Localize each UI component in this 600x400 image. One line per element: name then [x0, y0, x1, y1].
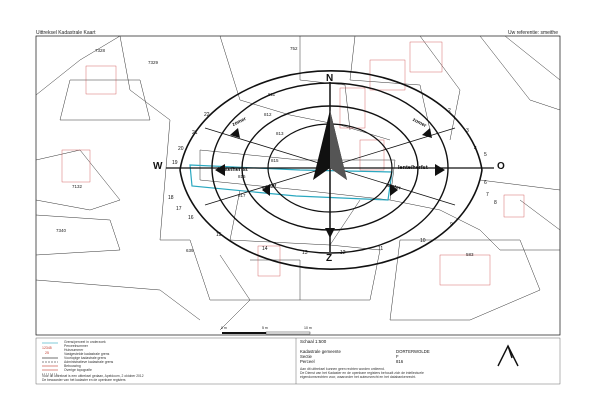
sectie-value: F — [396, 354, 399, 360]
legend-item: Overige topografie — [64, 368, 92, 372]
legend-item: Vastgestelde kadastrale grens — [64, 352, 110, 356]
hour-label: 3 — [466, 128, 469, 134]
header-right-title: Uw referentie: smeithe — [507, 30, 558, 36]
hour-label: 4 — [474, 146, 477, 152]
compass-north-label: N — [326, 73, 334, 84]
hour-label: 19 — [172, 160, 178, 166]
legend-item: Grens/perceel in onderzoek — [64, 340, 106, 344]
parcel-number: 7132 — [72, 184, 83, 189]
parcel-number: 813 — [276, 131, 284, 136]
parcel-number: 7328 — [95, 48, 106, 53]
scale-tick-0: 0 m — [221, 326, 227, 330]
svg-text:12345: 12345 — [42, 346, 52, 350]
hour-label: 21 — [192, 130, 198, 136]
hour-label: 18 — [168, 195, 174, 201]
hour-label: 17 — [176, 206, 182, 212]
hour-label: 11 — [378, 246, 384, 252]
hour-label: 14 — [262, 246, 268, 252]
hour-label: 5 — [484, 152, 487, 158]
hour-label: 6 — [484, 180, 487, 186]
season-label-zomer-right: zomer — [411, 116, 428, 130]
hour-label: 15 — [216, 232, 222, 238]
hour-label: 9 — [450, 222, 453, 228]
parcel-number: 812 — [264, 112, 272, 117]
parcel-number: 752 — [290, 46, 298, 51]
hour-label: 7 — [486, 192, 489, 198]
legend-footer-line: De bewaarder van het kadaster en de openbare registers — [42, 378, 126, 382]
hour-label: 22 — [204, 112, 210, 118]
legend-item: Bebouwing — [64, 364, 81, 368]
hour-label: 12 — [340, 250, 346, 256]
legend-footer-line: Voor dit uittreksel is een uittreksel gedaan, Apeldoorn, 2 oktober 2012 — [42, 374, 144, 378]
parcel-number: 7340 — [56, 228, 67, 233]
note-line: Aan dit uittreksel kunnen geen rechten worden ontleend. — [300, 366, 385, 371]
perceel-label: Perceel — [300, 359, 315, 365]
scale-label: Schaal 1:500 — [300, 339, 327, 344]
parcel-number: 817 — [238, 193, 246, 198]
legend-item: Huisnummer — [64, 348, 84, 352]
hour-label: 20 — [178, 146, 184, 152]
hour-label: 13 — [302, 250, 308, 256]
compass-south-label: Z — [326, 253, 333, 264]
header-left-title: Uittreksel Kadastrale Kaart — [36, 30, 96, 36]
hour-label: 10 — [420, 238, 426, 244]
legend-item: Administratieve kadastrale grens — [64, 360, 114, 364]
legend-footer — [42, 374, 144, 382]
svg-text:25: 25 — [45, 351, 49, 355]
hour-label: 16 — [188, 215, 194, 221]
note-line: De Dienst van het Kadaster en de openbare registers behoudt zich de intellectuele — [300, 370, 424, 375]
scale-tick-1: 5 m — [262, 326, 268, 330]
hour-label: 2 — [448, 108, 451, 114]
legend-item: Voorlopige kadastrale grens — [64, 356, 107, 360]
season-label-lente-herfst-left: lente/herfst — [218, 167, 248, 173]
parcel-number: 639 — [186, 248, 194, 253]
compass-east-label: O — [497, 161, 505, 172]
season-label-winter-right: winter — [385, 182, 402, 192]
parcel-number: 816 — [238, 174, 246, 179]
season-label-zomer-left: zomer — [231, 116, 248, 128]
parcel-number: 811 — [268, 92, 276, 97]
parcel-number: 815 — [271, 158, 279, 163]
season-label-winter-left: winter — [261, 182, 278, 192]
hour-label: 8 — [494, 200, 497, 206]
info-block — [300, 349, 486, 379]
parcel-number: 7329 — [148, 60, 159, 65]
perceel-value: 816 — [396, 359, 404, 365]
season-label-lente-herfst-right: lente/herfst — [398, 165, 428, 171]
legend-list — [64, 340, 113, 372]
gemeente-value: DORTERWOLDE — [396, 349, 430, 354]
scale-tick-2: 10 m — [304, 326, 312, 330]
compass-west-label: W — [153, 161, 163, 172]
note-line: eigendomsrechten voor, waaronder het auteursrecht en het databankenrecht. — [300, 374, 417, 379]
parcel-number: 583 — [466, 252, 474, 257]
gemeente-label: Kadastrale gemeente — [300, 349, 341, 354]
sectie-label: Sectie — [300, 354, 312, 360]
legend-item: Perceelnummer — [64, 344, 88, 348]
